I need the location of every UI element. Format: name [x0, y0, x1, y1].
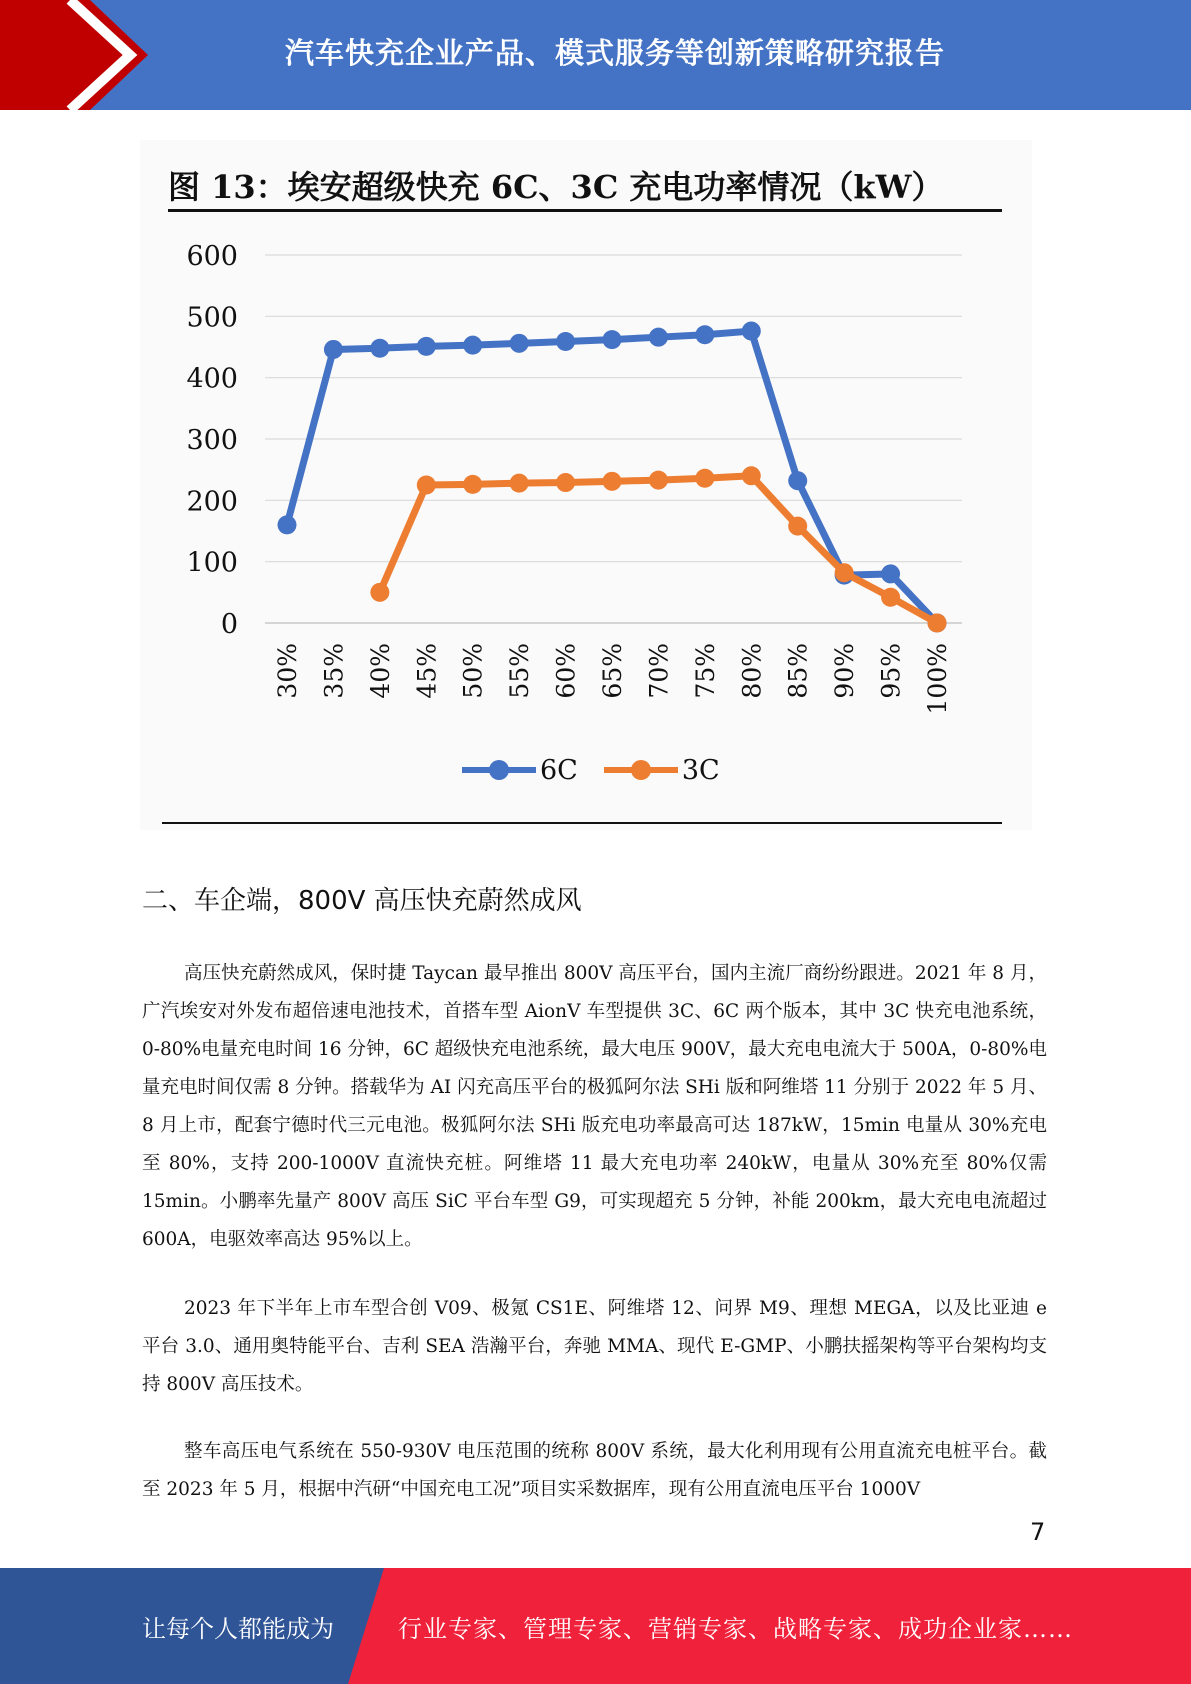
x-tick-label: 50%: [458, 643, 488, 699]
section-heading: 二、车企端，800V 高压快充蔚然成风: [142, 886, 582, 916]
x-tick-label: 40%: [365, 643, 395, 699]
data-point-3c: [881, 588, 900, 607]
data-point-6c: [788, 471, 807, 490]
figure-bottom-rule: [162, 822, 1002, 824]
legend-6c-label: 6C: [540, 754, 578, 786]
legend-6c-marker-icon: [462, 767, 536, 773]
data-point-6c: [742, 322, 761, 341]
y-tick-label: 500: [186, 302, 238, 334]
chart-legend: [462, 750, 746, 790]
page-footer: [0, 1568, 1191, 1684]
y-tick-label: 0: [220, 609, 238, 640]
data-point-6c: [603, 330, 622, 349]
x-tick-label: 35%: [319, 643, 349, 699]
x-tick-label: 60%: [551, 643, 581, 699]
x-tick-label: 30%: [273, 643, 302, 699]
data-point-3c: [510, 474, 529, 493]
page-header: [0, 0, 1191, 110]
x-tick-label: 95%: [876, 643, 906, 699]
x-tick-label: 85%: [783, 643, 813, 699]
legend-3c-label: 3C: [681, 754, 720, 786]
charging-power-chart: [140, 140, 1032, 830]
y-tick-label: 400: [186, 363, 238, 395]
legend-item-6c: [462, 755, 578, 786]
data-point-6c: [463, 336, 482, 355]
header-arrow-icon: [0, 0, 160, 110]
data-point-3c: [603, 472, 622, 491]
data-point-3c: [649, 471, 668, 490]
x-tick-label: 75%: [690, 643, 720, 699]
footer-slogan-right: 行业专家、管理专家、营销专家、战略专家、成功企业家……: [398, 1614, 1073, 1643]
report-title: 汽车快充企业产品、模式服务等创新策略研究报告: [284, 35, 945, 70]
data-point-3c: [742, 466, 761, 485]
data-point-6c: [556, 332, 575, 351]
data-point-3c: [928, 614, 947, 633]
data-point-6c: [881, 564, 900, 583]
data-point-3c: [695, 469, 714, 488]
x-tick-label: 80%: [737, 643, 767, 699]
data-point-3c: [370, 583, 389, 602]
x-tick-label: 55%: [505, 643, 535, 699]
data-point-3c: [788, 517, 807, 536]
data-point-6c: [278, 515, 297, 534]
figure-title: 图 13：埃安超级快充 6C、3C 充电功率情况（kW）: [168, 168, 944, 206]
data-point-6c: [417, 337, 436, 356]
data-point-6c: [370, 339, 389, 358]
footer-slogan-left: 让每个人都能成为: [142, 1614, 334, 1643]
y-tick-label: 200: [186, 486, 238, 518]
figure-13: [140, 140, 1032, 830]
page-number: 7: [1030, 1518, 1046, 1546]
y-tick-label: 600: [186, 241, 238, 272]
data-point-3c: [463, 475, 482, 494]
series-line-3c: [380, 476, 937, 623]
data-point-6c: [695, 325, 714, 344]
paragraph-3: 整车高压电气系统在 550-930V 电压范围的统称 800V 系统，最大化利用现有公用直流充电桩平台。截至 2023 年 5 月，根据中汽研“中国充电工况”项目实采数据库，现有公用直流电压平台 1000V: [142, 1441, 1047, 1500]
y-tick-label: 300: [186, 425, 238, 456]
y-tick-label: 100: [186, 547, 238, 579]
data-point-3c: [835, 563, 854, 582]
data-point-3c: [417, 476, 436, 495]
paragraph-1: 高压快充蔚然成风，保时捷 Taycan 最早推出 800V 高压平台，国内主流厂商纷纷跟进。2021 年 8 月，广汽埃安对外发布超倍速电池技术，首搭车型 AionV 车型提供 3C、6C 两个版本，其中 3C 快充电池系统，0-80%电量充电时间 16 分钟，6C 超级快充电池系统，最大电压 900V，最大充电电流大于 500A，0-80%电量充电时间仅需 8 分钟。搭载华为 AI 闪充高压平台的极狐阿尔法 SHi 版和阿维塔 11 分别于 2022 年 5 月、8 月上市，配套宁德时代三元电池。极狐阿尔法 SHi 版充电功率最高可达 187kW，15min 电量从 30%充电至 80%，支持 200-1000V 直流快充桩。阿维塔 11 最大充电功率 240kW，电量从 30%充至 80%仅需 15min。小鹏率先量产 800V 高压 SiC 平台车型 G9，可实现超充 5 分钟，补能 200km，最大充电电流超过 600A，电驱效率高达 95%以上。: [142, 963, 1047, 1250]
x-tick-label: 70%: [644, 643, 674, 699]
x-tick-label: 90%: [830, 643, 860, 699]
legend-item-3c: [604, 755, 720, 786]
data-point-3c: [556, 473, 575, 492]
x-tick-label: 65%: [598, 643, 627, 699]
x-tick-label: 100%: [923, 643, 952, 715]
legend-3c-marker-icon: [604, 767, 678, 773]
paragraph-2: 2023 年下半年上市车型合创 V09、极氪 CS1E、阿维塔 12、问界 M9、理想 MEGA，以及比亚迪 e 平台 3.0、通用奥特能平台、吉利 SEA 浩瀚平台，奔驰 MMA、现代 E-GMP、小鹏扶摇架构等平台架构均支持 800V 高压技术。: [142, 1298, 1047, 1395]
data-point-6c: [510, 334, 529, 353]
x-tick-label: 45%: [412, 643, 442, 699]
data-point-6c: [649, 328, 668, 347]
data-point-6c: [324, 340, 343, 359]
